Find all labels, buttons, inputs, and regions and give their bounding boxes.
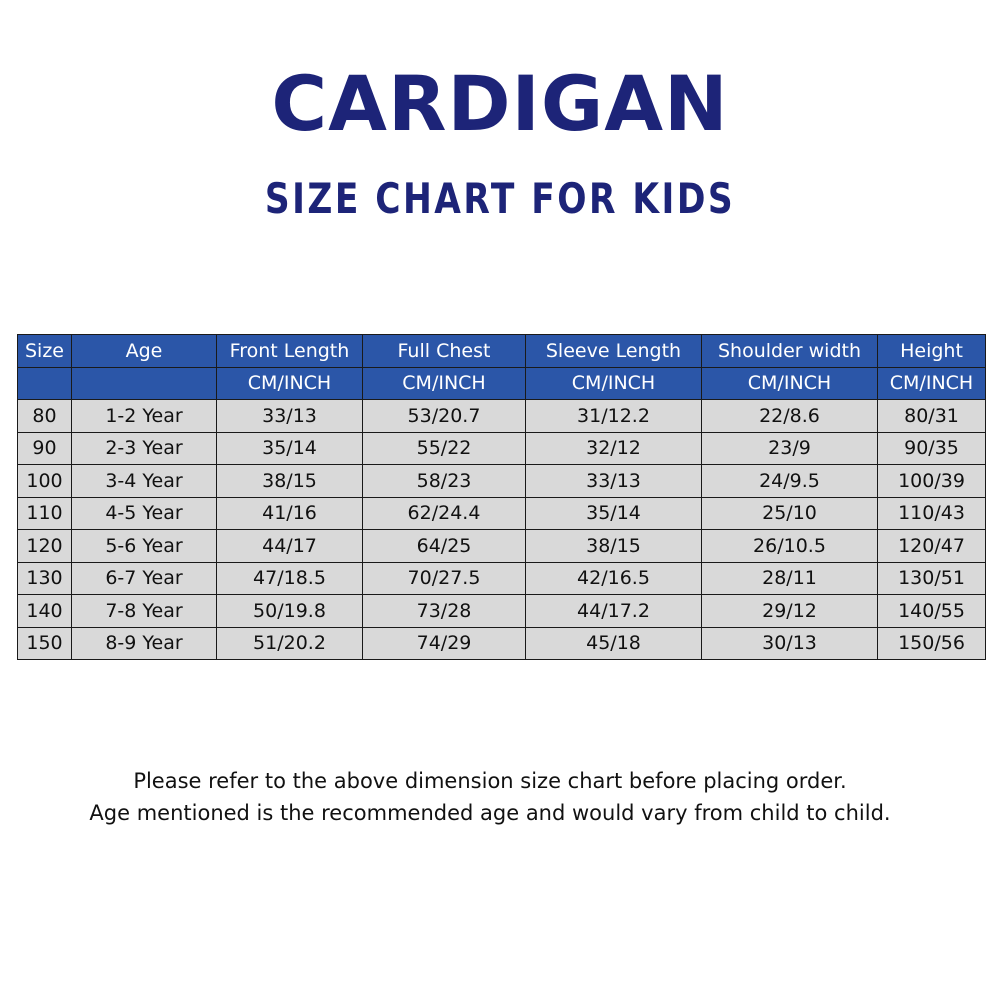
table-row [18, 530, 986, 563]
table-cell-full-chest: 62/24.4 [363, 497, 526, 530]
column-header-sleeve-length: Sleeve Length [526, 335, 702, 368]
table-row [18, 400, 986, 433]
column-header-age: Age [72, 335, 217, 368]
table-cell-shoulder-width: 28/11 [702, 562, 878, 595]
table-cell-full-chest: 55/22 [363, 432, 526, 465]
unit-cell-age [72, 367, 217, 400]
table-cell-height: 100/39 [878, 465, 986, 498]
table-cell-sleeve-length: 38/15 [526, 530, 702, 563]
table-cell-shoulder-width: 30/13 [702, 627, 878, 660]
column-header-front-length: Front Length [217, 335, 363, 368]
table-cell-front-length: 50/19.8 [217, 595, 363, 628]
table-cell-front-length: 38/15 [217, 465, 363, 498]
table-cell-front-length: 33/13 [217, 400, 363, 433]
table-cell-size: 150 [18, 627, 72, 660]
table-cell-sleeve-length: 31/12.2 [526, 400, 702, 433]
table-cell-age: 6-7 Year [72, 562, 217, 595]
table-cell-age: 4-5 Year [72, 497, 217, 530]
unit-cell-size [18, 367, 72, 400]
note-age-disclaimer: Age mentioned is the recommended age and would vary from child to child. [89, 801, 891, 825]
table-cell-front-length: 41/16 [217, 497, 363, 530]
table-cell-sleeve-length: 42/16.5 [526, 562, 702, 595]
table-cell-height: 150/56 [878, 627, 986, 660]
table-cell-size: 90 [18, 432, 72, 465]
table-cell-height: 130/51 [878, 562, 986, 595]
table-cell-shoulder-width: 22/8.6 [702, 400, 878, 433]
table-row [18, 465, 986, 498]
unit-row [18, 367, 986, 400]
table-cell-shoulder-width: 29/12 [702, 595, 878, 628]
table-cell-height: 80/31 [878, 400, 986, 433]
table-cell-age: 8-9 Year [72, 627, 217, 660]
page-subtitle: SIZE CHART FOR KIDS [264, 174, 736, 223]
table-cell-size: 110 [18, 497, 72, 530]
table-cell-height: 120/47 [878, 530, 986, 563]
table-cell-full-chest: 73/28 [363, 595, 526, 628]
table-cell-shoulder-width: 25/10 [702, 497, 878, 530]
table-cell-full-chest: 70/27.5 [363, 562, 526, 595]
table-cell-shoulder-width: 23/9 [702, 432, 878, 465]
table-cell-shoulder-width: 24/9.5 [702, 465, 878, 498]
column-header-height: Height [878, 335, 986, 368]
table-cell-full-chest: 58/23 [363, 465, 526, 498]
column-header-shoulder-width: Shoulder width [702, 335, 878, 368]
header-row [18, 335, 986, 368]
note-refer-size-chart: Please refer to the above dimension size chart before placing order. [133, 769, 847, 793]
table-row [18, 595, 986, 628]
table-cell-size: 80 [18, 400, 72, 433]
table-cell-height: 90/35 [878, 432, 986, 465]
unit-cell-height: CM/INCH [878, 367, 986, 400]
table-cell-sleeve-length: 33/13 [526, 465, 702, 498]
column-header-full-chest: Full Chest [363, 335, 526, 368]
table-row [18, 627, 986, 660]
table-row [18, 562, 986, 595]
table-cell-front-length: 35/14 [217, 432, 363, 465]
unit-cell-full-chest: CM/INCH [363, 367, 526, 400]
table-row [18, 432, 986, 465]
table-cell-age: 1-2 Year [72, 400, 217, 433]
column-header-size: Size [18, 335, 72, 368]
table-cell-age: 7-8 Year [72, 595, 217, 628]
unit-cell-front-length: CM/INCH [217, 367, 363, 400]
table-cell-size: 100 [18, 465, 72, 498]
table-cell-front-length: 44/17 [217, 530, 363, 563]
table-cell-full-chest: 53/20.7 [363, 400, 526, 433]
table-cell-full-chest: 74/29 [363, 627, 526, 660]
table-cell-front-length: 47/18.5 [217, 562, 363, 595]
table-cell-age: 5-6 Year [72, 530, 217, 563]
table-cell-age: 3-4 Year [72, 465, 217, 498]
table-cell-sleeve-length: 35/14 [526, 497, 702, 530]
table-row [18, 497, 986, 530]
page-title: CARDIGAN [271, 59, 729, 148]
table-cell-sleeve-length: 32/12 [526, 432, 702, 465]
table-cell-sleeve-length: 45/18 [526, 627, 702, 660]
table-cell-age: 2-3 Year [72, 432, 217, 465]
table-cell-height: 140/55 [878, 595, 986, 628]
table-cell-shoulder-width: 26/10.5 [702, 530, 878, 563]
table-cell-full-chest: 64/25 [363, 530, 526, 563]
table-cell-height: 110/43 [878, 497, 986, 530]
table-cell-front-length: 51/20.2 [217, 627, 363, 660]
table-cell-size: 140 [18, 595, 72, 628]
table-cell-size: 120 [18, 530, 72, 563]
size-chart-table [17, 334, 986, 660]
unit-cell-sleeve-length: CM/INCH [526, 367, 702, 400]
table-cell-sleeve-length: 44/17.2 [526, 595, 702, 628]
unit-cell-shoulder-width: CM/INCH [702, 367, 878, 400]
table-cell-size: 130 [18, 562, 72, 595]
